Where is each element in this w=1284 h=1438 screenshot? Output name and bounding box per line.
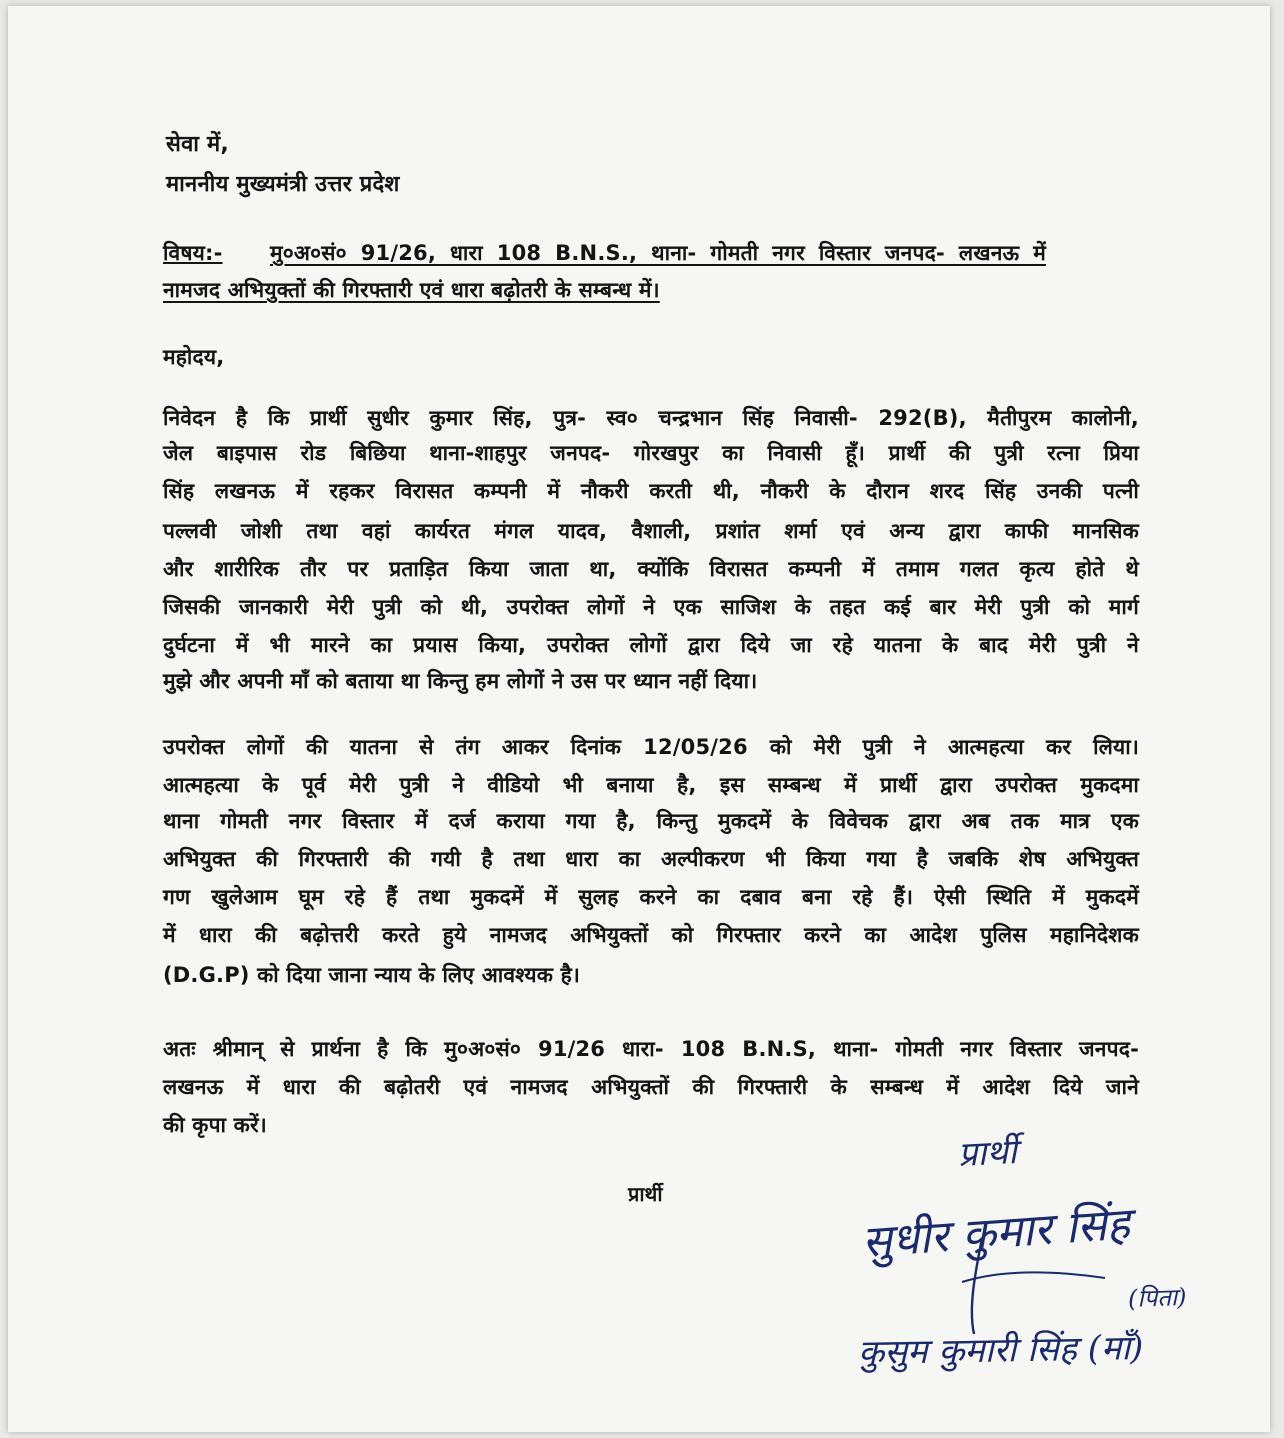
paragraph-2-line: गण खुलेआम घूम रहे हैं तथा मुकदमें में सुलह करने का दबाव बना रहे हैं। ऐसी स्थिति में मुकदमें (163, 885, 1139, 909)
subject-label: विषय:- (163, 241, 223, 265)
subject-line-2: नामजद अभियुक्तों की गिरफ्तारी एवं धारा बढ़ोतरी के सम्बन्ध में। (163, 278, 660, 302)
paragraph-1-line: जेल बाइपास रोड बिछिया थाना-शाहपुर जनपद- गोरखपुर का निवासी हूँ। प्रार्थी की पुत्री रत्ना प्रिया (163, 441, 1139, 465)
paragraph-1-line: जिसकी जानकारी मेरी पुत्री को थी, उपरोक्त लोगों ने एक साजिश के तहत कई बार मेरी पुत्री को मार्ग (163, 595, 1139, 619)
greeting: महोदय, (163, 345, 225, 369)
paragraph-1-line: निवेदन है कि प्रार्थी सुधीर कुमार सिंह, पुत्र- स्व० चन्द्रभान सिंह निवासी- 292(B), मैतीपुरम कालोनी, (163, 406, 1139, 430)
paragraph-2-line: अभियुक्त की गिरफ्तारी की गयी है तथा धारा का अल्पीकरण भी किया गया है जबकि शेष अभियुक्त (163, 847, 1139, 871)
paragraph-1-line: सिंह लखनऊ में रहकर विरासत कम्पनी में नौकरी करती थी, नौकरी के दौरान शरद सिंह उनकी पत्नी (163, 479, 1139, 503)
paragraph-3-line: लखनऊ में धारा की बढ़ोतरी एवं नामजद अभियुक्तों की गिरफ्तारी के सम्बन्ध में आदेश दिये जाने (163, 1075, 1139, 1099)
paragraph-2-line: आत्महत्या के पूर्व मेरी पुत्री ने वीडियो भी बनाया है, इस सम्बन्ध में प्रार्थी द्वारा उपरोक्त मुकदमा (163, 773, 1139, 797)
paragraph-1-line: मुझे और अपनी माँ को बताया था किन्तु हम लोगों ने उस पर ध्यान नहीं दिया। (163, 669, 758, 693)
addressee-line-2: माननीय मुख्यमंत्री उत्तर प्रदेश (166, 172, 400, 197)
paragraph-3-line: अतः श्रीमान् से प्रार्थना है कि मु०अ०सं० 91/26 धारा- 108 B.N.S, थाना- गोमती नगर विस्तार जनपद- (163, 1037, 1139, 1061)
signature-mother: कुसुम कुमारी सिंह (माँ) (857, 1328, 1144, 1373)
paragraph-1-line: और शारीरिक तौर पर प्रताड़ित किया जाता था, क्योंकि विरासत कम्पनी में तमाम गलत कृत्य होते थे (163, 557, 1139, 581)
handwritten-role: प्रार्थी (957, 1131, 1018, 1175)
signature-stroke (962, 1272, 1105, 1282)
paragraph-2-line: उपरोक्त लोगों की यातना से तंग आकर दिनांक 12/05/26 को मेरी पुत्री ने आत्महत्या कर लिया। (163, 735, 1139, 759)
paragraph-2-line: थाना गोमती नगर विस्तार में दर्ज कराया गया है, किन्तु मुकदमें के विवेचक द्वारा अब तक मात्र एक (163, 809, 1139, 833)
signature-flourish (850, 1120, 1230, 1420)
paragraph-1-line: दुर्घटना में भी मारने का प्रयास किया, उपरोक्त लोगों द्वारा दिये जा रहे यातना के बाद मेरी पुत्री ने (163, 633, 1139, 657)
paragraph-2-line: में धारा की बढ़ोत्तरी करते हुये नामजद अभियुक्तों को गिरफ्तार करने का आदेश पुलिस महानिदेशक (163, 923, 1139, 947)
signature-father: सुधीर कुमार सिंह (860, 1198, 1132, 1268)
paragraph-1-line: पल्लवी जोशी तथा वहां कार्यरत मंगल यादव, वैशाली, प्रशांत शर्मा एवं अन्य द्वारा काफी मानसिक (163, 519, 1139, 543)
signature-father-relation: (पिता) (1127, 1282, 1187, 1313)
addressee-line-1: सेवा में, (166, 132, 229, 157)
signature-stroke (972, 1238, 982, 1334)
paragraph-3-line: की कृपा करें। (163, 1113, 267, 1137)
closing-label: प्रार्थी (628, 1182, 663, 1206)
paragraph-2-line: (D.G.P) को दिया जाना न्याय के लिए आवश्यक है। (163, 963, 581, 987)
subject-line-1: मु०अ०सं० 91/26, धारा 108 B.N.S., थाना- गोमती नगर विस्तार जनपद- लखनऊ में (270, 241, 1046, 265)
